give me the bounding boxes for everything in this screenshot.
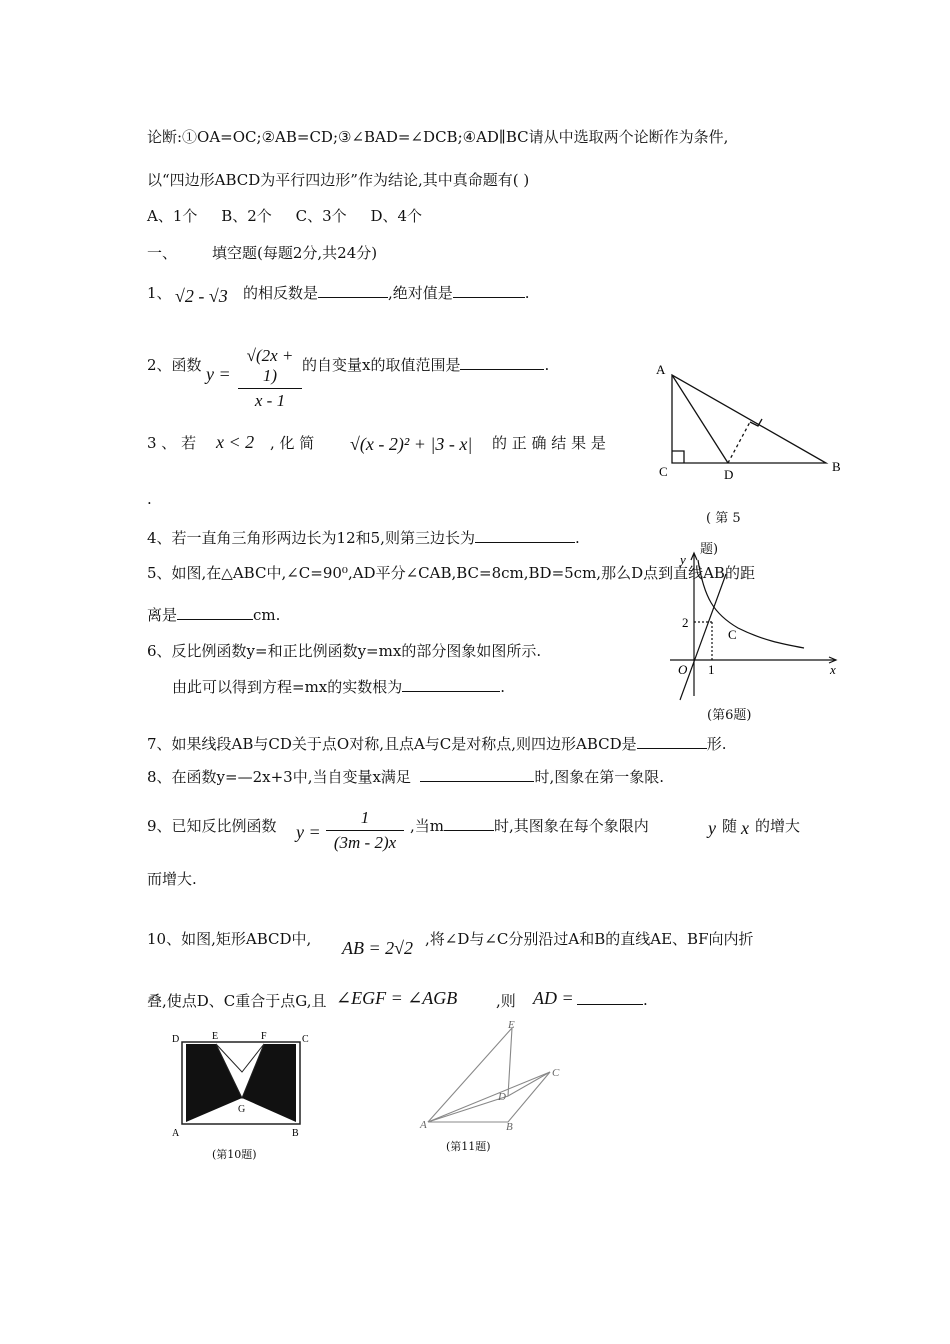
q5-text-a: 离是 xyxy=(147,606,178,624)
fig11-label-a: A xyxy=(420,1119,427,1131)
fig5-label-a: A xyxy=(656,362,666,377)
q2-text xyxy=(302,354,549,375)
fig5-label-b: B xyxy=(832,459,841,474)
fig11-label-d: D xyxy=(498,1091,506,1103)
q9-text xyxy=(410,815,649,836)
fig5-label-d: D xyxy=(724,467,734,482)
fig10-caption: (第10题) xyxy=(212,1148,257,1161)
q9-fraction xyxy=(326,808,404,853)
q2-denominator: x - 1 xyxy=(254,391,286,410)
fig6-label-o: O xyxy=(678,662,688,677)
q2-lhs: y = xyxy=(206,364,231,384)
perpendicular-de xyxy=(728,422,750,463)
q10-tail xyxy=(577,990,648,1009)
q2-fraction xyxy=(238,346,302,411)
fig6-label-x: x xyxy=(830,662,836,677)
q2-text-a: 的自变量x的取值范围是 xyxy=(302,356,461,374)
q10-line-2a: 叠,使点D、C重合于点G,且 xyxy=(147,992,327,1010)
fig10-label-c: C xyxy=(302,1034,309,1045)
q4-blank[interactable] xyxy=(475,528,575,543)
q5-blank[interactable] xyxy=(177,605,253,620)
folded-region-left xyxy=(186,1044,242,1122)
triangle-abc-11 xyxy=(428,1072,550,1122)
fig10-label-f: F xyxy=(261,1031,267,1042)
q6-text-a: 由此可以得到方程=mx的实数根为 xyxy=(172,678,403,696)
q10-end: . xyxy=(643,991,648,1009)
q7-end: 形. xyxy=(706,735,727,753)
q4-text-a: 4、若一直角三角形两边长为12和5,则第三边长为 xyxy=(147,529,475,547)
q9-prefix: 9、已知反比例函数 xyxy=(147,817,277,835)
q2-end: . xyxy=(544,356,550,374)
q1-text-b: ,绝对值是 xyxy=(388,284,453,302)
figure-10-rectangle xyxy=(168,1028,314,1140)
q3-text: 的 正 确 结 果 是 xyxy=(492,434,606,452)
q8-text-a: 8、在函数y=—2x+3中,当自变量x满足 xyxy=(147,768,411,786)
q10-expr-3: AD = xyxy=(533,988,574,1008)
q3-prefix: 3 、 若 xyxy=(147,434,197,452)
q10-text: ,将∠D与∠C分别沿过A和B的直线AE、BF向内折 xyxy=(425,930,754,948)
q9-lhs: y = xyxy=(296,822,321,842)
fig11-label-c: C xyxy=(552,1067,560,1079)
q3-cond: x < 2 xyxy=(216,432,255,452)
q9-var-y: y xyxy=(708,818,716,838)
q1-text xyxy=(243,282,530,303)
fig5-caption-b: 题) xyxy=(700,542,719,557)
triangle-abc xyxy=(672,375,826,463)
q8-text xyxy=(147,766,664,787)
intro-options: A、1个 B、2个 C、3个 D、4个 xyxy=(147,207,423,225)
q3-end: . xyxy=(147,490,152,508)
q3-mid: , 化 简 xyxy=(270,434,315,452)
q6-line-2 xyxy=(172,676,505,697)
q1-blank-1[interactable] xyxy=(318,283,388,298)
fig6-label-2: 2 xyxy=(682,615,689,630)
q9-numerator: 1 xyxy=(326,808,404,831)
fig10-label-d: D xyxy=(172,1034,180,1045)
q10-line-2b: ,则 xyxy=(496,992,516,1010)
q6-end: . xyxy=(500,678,506,696)
q2-blank[interactable] xyxy=(460,355,544,370)
q5-line-1: 5、如图,在△ABC中,∠C=90⁰,AD平分∠CAB,BC=8cm,BD=5cm,那么D点到直线AB的距 xyxy=(147,564,755,582)
q4-text xyxy=(147,527,580,548)
q9-var-x: x xyxy=(741,818,749,838)
q10-prefix: 10、如图,矩形ABCD中, xyxy=(147,930,312,948)
q9-text-d: 的增大 xyxy=(755,817,801,835)
fig10-label-a: A xyxy=(172,1128,180,1139)
figure-5-triangle xyxy=(650,355,850,485)
fig5-label-c: C xyxy=(659,464,668,479)
q1-text-a: 的相反数是 xyxy=(243,284,319,302)
section-number: 一、 xyxy=(147,244,178,262)
fig11-label-e: E xyxy=(508,1019,515,1031)
q1-expr: √2 - √3 xyxy=(175,286,228,306)
curve-inverse-proportion xyxy=(698,560,804,648)
q2-prefix: 2、函数 xyxy=(147,356,202,374)
q9-text-a: ,当m xyxy=(410,817,444,835)
q7-text xyxy=(147,733,726,754)
q9-line-2: 而增大. xyxy=(147,870,197,888)
fig10-label-b: B xyxy=(292,1128,299,1139)
q9-text-b: 时,其图象在每个象限内 xyxy=(494,817,649,835)
q5-line-2 xyxy=(147,604,280,625)
q1-end: . xyxy=(524,284,530,302)
q4-end: . xyxy=(574,529,580,547)
fig5-caption-a: ( 第 5 xyxy=(706,511,741,526)
q9-blank[interactable] xyxy=(444,816,494,831)
intro-line-2: 以“四边形ABCD为平行四边形”作为结论,其中真命题有( ) xyxy=(147,171,530,189)
q7-blank[interactable] xyxy=(637,734,707,749)
line-y-mx xyxy=(680,574,726,700)
folded-region-right xyxy=(242,1044,296,1122)
fig10-label-g: G xyxy=(238,1104,246,1115)
q6-line-1: 6、反比例函数y=和正比例函数y=mx的部分图象如图所示. xyxy=(147,642,542,660)
fig10-label-e: E xyxy=(212,1031,219,1042)
fig6-caption: (第6题) xyxy=(707,708,752,723)
q9-text-c: 随 xyxy=(722,817,738,835)
q6-blank[interactable] xyxy=(402,677,500,692)
fig11-label-b: B xyxy=(506,1121,513,1133)
fig6-label-c: C xyxy=(728,627,737,642)
fig6-label-1: 1 xyxy=(708,662,715,677)
q9-denominator: (3m - 2)x xyxy=(333,833,397,852)
q10-blank[interactable] xyxy=(577,990,643,1005)
section-title: 填空题(每题2分,共24分) xyxy=(212,244,378,262)
right-angle-mark-c xyxy=(672,451,684,463)
bisector-ad xyxy=(672,375,728,463)
figure-11-diagram xyxy=(412,1016,572,1134)
figure-6-graph xyxy=(668,548,848,708)
q10-expr: AB = 2√2 xyxy=(342,938,414,958)
q10-expr-2: ∠EGF = ∠AGB xyxy=(336,988,458,1008)
q2-numerator: √(2x + 1) xyxy=(238,346,302,389)
fig6-label-y: y xyxy=(680,552,686,567)
q8-blank[interactable] xyxy=(420,767,534,782)
q8-end: 时,图象在第一象限. xyxy=(534,768,665,786)
q5-unit: cm. xyxy=(253,606,281,624)
lines-ed-dc xyxy=(428,1028,550,1122)
q3-expr: √(x - 2)² + |3 - x| xyxy=(350,434,473,454)
fig11-caption: (第11题) xyxy=(446,1140,491,1153)
q7-text-a: 7、如果线段AB与CD关于点O对称,且点A与C是对称点,则四边形ABCD是 xyxy=(147,735,637,753)
q1-blank-2[interactable] xyxy=(453,283,525,298)
q1-prefix: 1、 xyxy=(147,284,172,302)
intro-line-1: 论断:①OA=OC;②AB=CD;③∠BAD=∠DCB;④AD∥BC请从中选取两个论断作为条件, xyxy=(147,128,729,146)
